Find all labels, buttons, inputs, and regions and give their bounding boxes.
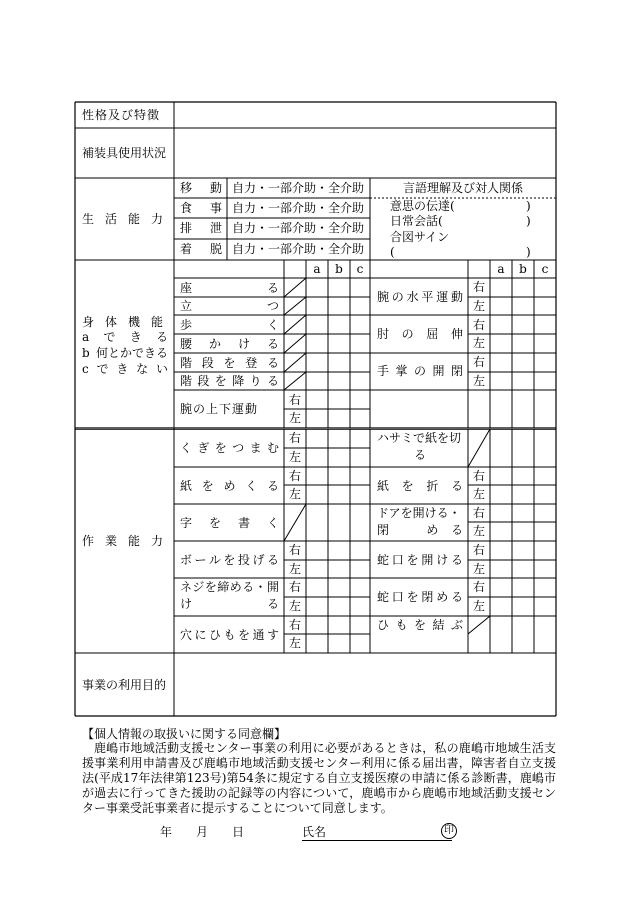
side-left: 左 [472,336,485,350]
comm-line-3: 合図サイン [390,230,450,244]
side-left: 左 [472,487,485,501]
work-tie: ひもを結ぶ [377,618,463,632]
phys-walk: 歩く [180,318,279,332]
phys-stairs-up: 階段を登る [180,356,279,370]
work-write: 字を書く [180,516,279,530]
side-right: 右 [472,355,485,369]
side-right: 右 [472,543,485,557]
side-right: 右 [288,469,301,483]
label-personality: 性格及び特徴 [82,108,161,122]
side-left: 左 [472,599,485,613]
side-left: 左 [288,411,301,425]
scale-a-right: a [497,262,505,276]
phys-palm: 手掌の開閉 [377,364,463,378]
comm-title: 言語理解及び対人関係 [402,181,523,195]
work-pinch-nail: くぎをつまむ [180,441,279,455]
daily-item-eat: 食事 [180,201,222,215]
work-screw-line-1: ネジを締める・開 [180,580,279,594]
phys-elbow: 肘の屈伸 [377,327,463,341]
signature-year: 年 [160,825,173,839]
work-open-tap: 蛇口を開ける [377,553,463,567]
scale-c-right: c [541,262,549,276]
comm-close-1: ) [526,199,531,213]
daily-item-toilet: 排泄 [180,221,222,235]
comm-line-1: 意思の伝達( [390,199,455,213]
phys-arm-horizontal: 腕の水平運動 [377,290,463,304]
side-left: 左 [472,374,485,388]
scale-b-left: b [335,262,343,276]
legend-c: c で き な い [82,362,168,376]
side-left: 左 [472,299,485,313]
side-right: 右 [288,543,301,557]
daily-options-eat: 自力・一部介助・全介助 [232,201,365,215]
consent-body: 鹿嶋市地域活動支援センター事業の利用に必要があるときは，私の鹿嶋市地域生活支援事業利用申請書及び鹿嶋市地域活動支援センター利用に係る届出書，障害者自立支援法(平成17年法律第123号)第54条に規定する自立支援医療の申請に係る診断書，鹿嶋市が過去に行ってきた援助の記録等の内容について，鹿嶋市から鹿嶋市地域活動支援センター事業受託事業者に提示することについて同意します。 [82,741,556,815]
label-daily-life: 生活能力 [82,212,175,226]
consent-title: 【個人情報の取扱いに関する同意欄】 [82,727,287,741]
side-right: 右 [288,580,301,594]
work-scissors-line-1: ハサミで紙を切 [377,431,462,445]
seal-mark: 印 [441,823,457,839]
side-right: 右 [472,318,485,332]
daily-item-move: 移動 [180,181,222,195]
scale-a-left: a [313,262,321,276]
signature-month: 月 [196,825,209,839]
side-right: 右 [288,431,301,445]
work-fold: 紙を折る [377,479,463,493]
legend-a: a で き る [82,330,168,344]
scale-c-left: c [356,262,364,276]
work-turn-page: 紙をめくる [180,479,279,493]
work-door-line-1: ドアを開ける・ [377,506,461,520]
side-left: 左 [288,562,301,576]
work-screw [180,579,279,613]
phys-sit: 座る [180,281,279,295]
work-screw-line-2: け る [180,597,279,611]
side-right: 右 [472,280,485,294]
side-left: 左 [288,487,301,501]
work-door-line-2: 閉 める [377,523,463,537]
comm-close-2: ) [526,214,531,228]
phys-arm-vertical: 腕の上下運動 [180,402,259,416]
scale-b-right: b [519,262,527,276]
side-right: 右 [288,618,301,632]
side-right: 右 [472,469,485,483]
daily-item-dress: 着脱 [180,242,222,256]
daily-options-toilet: 自力・一部介助・全介助 [232,221,365,235]
work-thread: 穴にひもを通す [180,628,279,642]
work-scissors-line-2: る [413,448,426,462]
side-left: 左 [288,450,301,464]
work-scissors [377,430,463,464]
label-purpose: 事業の利用目的 [82,678,167,692]
signature-name-label: 氏名 [302,825,327,839]
side-left: 左 [288,636,301,650]
side-right: 右 [472,580,485,594]
comm-line-4: ( [390,245,395,259]
legend-b: b 何とかできる [82,346,168,360]
label-physical: 身体機能 [82,315,175,329]
work-close-tap: 蛇口を閉める [377,590,463,604]
side-left: 左 [472,524,485,538]
label-work: 作業能力 [82,534,175,548]
phys-sit-down: 腰かける [180,337,279,351]
side-left: 左 [472,562,485,576]
side-right: 右 [472,506,485,520]
signature-name-line [302,840,452,841]
daily-options-move: 自力・一部介助・全介助 [232,181,365,195]
phys-stand: 立つ [180,299,279,313]
side-left: 左 [288,599,301,613]
side-right: 右 [288,393,301,407]
comm-close-4: ) [526,245,531,259]
label-equipment: 補装具使用状況 [82,146,167,160]
signature-day: 日 [232,825,245,839]
comm-line-2: 日常会話( [390,214,443,228]
work-door [377,505,463,539]
daily-options-dress: 自力・一部介助・全介助 [232,242,365,256]
work-throw-ball: ボールを投げる [180,553,279,567]
phys-stairs-down: 階段を降りる [180,374,279,388]
